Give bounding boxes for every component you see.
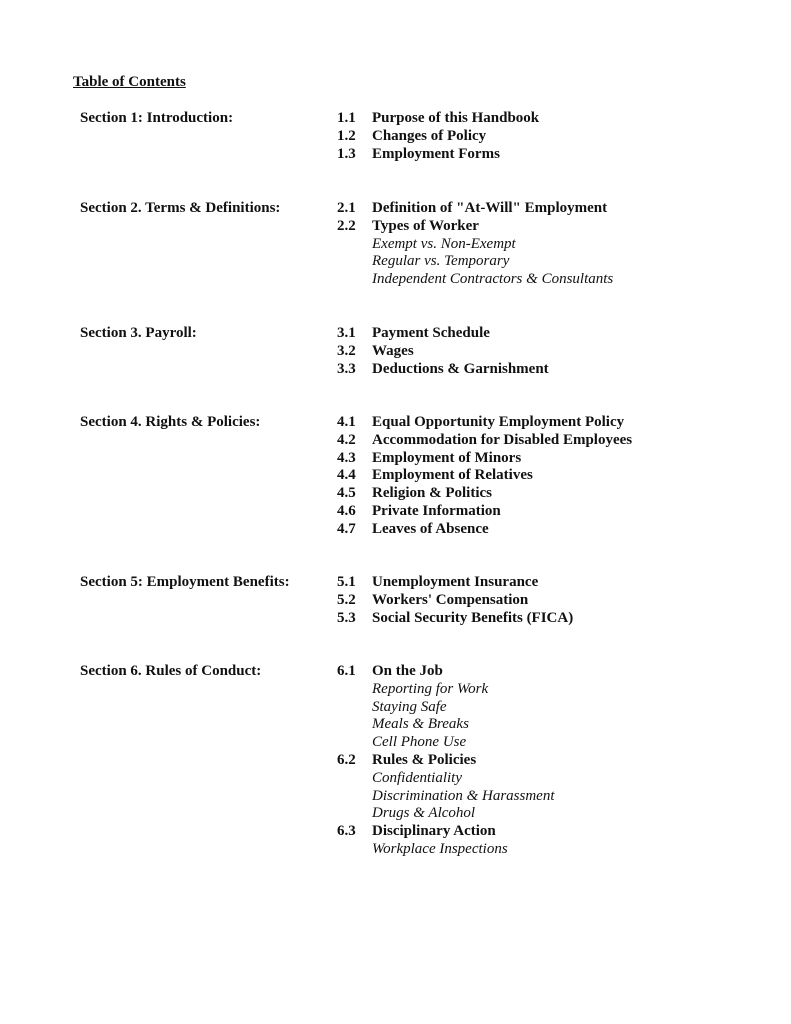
entry-title: Employment of Minors xyxy=(372,449,522,466)
entry-number: 4.2 xyxy=(337,431,356,448)
toc-entry xyxy=(337,591,737,609)
section-label: Section 6. Rules of Conduct: xyxy=(80,663,262,679)
section-entries xyxy=(337,573,737,626)
section-label: Section 1: Introduction: xyxy=(80,110,234,126)
entry-title: Workers' Compensation xyxy=(372,591,529,608)
entry-number: 1.2 xyxy=(337,127,356,144)
entry-title: Leaves of Absence xyxy=(372,520,489,537)
entry-number: 3.2 xyxy=(337,342,356,359)
toc-subentry xyxy=(337,715,737,733)
toc-subentry xyxy=(337,698,737,716)
toc-subentry xyxy=(337,804,737,822)
entry-title: Unemployment Insurance xyxy=(372,574,539,590)
entry-number: 6.2 xyxy=(337,751,356,768)
subentry-title: Independent Contractors & Consultants xyxy=(372,271,614,288)
entry-number: 4.4 xyxy=(337,467,356,484)
toc-entry xyxy=(337,413,737,431)
toc-entry xyxy=(337,662,737,680)
toc-entry xyxy=(337,360,737,378)
entry-number: 3.3 xyxy=(337,360,356,377)
section-label: Section 5: Employment Benefits: xyxy=(80,574,290,590)
toc-subentry xyxy=(337,769,737,787)
entry-number: 4.3 xyxy=(337,449,356,466)
toc-entry xyxy=(337,822,737,840)
section-entries xyxy=(337,324,737,377)
toc-entry xyxy=(337,573,737,591)
subentry-title: Discrimination & Harassment xyxy=(372,787,555,804)
toc-subentry xyxy=(337,787,737,805)
entry-number: 1.1 xyxy=(337,110,356,126)
toc-entry xyxy=(337,609,737,627)
section-entries xyxy=(337,199,737,288)
section-entries xyxy=(337,413,737,538)
toc-entry xyxy=(337,127,737,145)
subentry-title: Staying Safe xyxy=(372,698,447,715)
entry-title: On the Job xyxy=(372,663,443,679)
toc-subentry xyxy=(337,235,737,253)
entry-title: Equal Opportunity Employment Policy xyxy=(372,414,625,430)
toc-entry xyxy=(337,502,737,520)
toc-subentry xyxy=(337,270,737,288)
subentry-title: Confidentiality xyxy=(372,769,462,786)
entry-number: 4.1 xyxy=(337,414,356,430)
section-entries xyxy=(337,662,737,858)
entry-number: 2.2 xyxy=(337,217,356,234)
entry-title: Employment of Relatives xyxy=(372,467,533,484)
entry-title: Disciplinary Action xyxy=(372,823,496,840)
entry-title: Definition of "At-Will" Employment xyxy=(372,200,608,216)
toc-subentry xyxy=(337,733,737,751)
subentry-title: Workplace Inspections xyxy=(372,840,508,857)
entry-number: 4.7 xyxy=(337,520,356,537)
entry-number: 6.1 xyxy=(337,663,356,679)
entry-title: Private Information xyxy=(372,502,501,519)
entry-number: 3.1 xyxy=(337,325,356,341)
toc-subentry xyxy=(337,680,737,698)
entry-title: Deductions & Garnishment xyxy=(372,360,549,377)
entry-number: 5.3 xyxy=(337,609,356,626)
entry-number: 1.3 xyxy=(337,145,356,162)
subentry-title: Meals & Breaks xyxy=(372,716,469,733)
subentry-title: Cell Phone Use xyxy=(372,734,467,751)
entry-number: 4.6 xyxy=(337,502,356,519)
subentry-title: Regular vs. Temporary xyxy=(372,253,510,270)
toc-entry xyxy=(337,466,737,484)
section-entries xyxy=(337,109,737,162)
toc-entry xyxy=(337,109,737,127)
toc-entry xyxy=(337,324,737,342)
toc-entry xyxy=(337,751,737,769)
entry-title: Changes of Policy xyxy=(372,127,487,144)
toc-subentry xyxy=(337,252,737,270)
entry-title: Purpose of this Handbook xyxy=(372,110,540,126)
entry-title: Accommodation for Disabled Employees xyxy=(372,431,633,448)
section-label: Section 2. Terms & Definitions: xyxy=(80,200,281,216)
toc-subentry xyxy=(337,840,737,858)
entry-title: Wages xyxy=(372,342,414,359)
toc-entry xyxy=(337,342,737,360)
entry-number: 5.1 xyxy=(337,574,356,590)
entry-number: 2.1 xyxy=(337,200,356,216)
subentry-title: Exempt vs. Non-Exempt xyxy=(372,235,516,252)
subentry-title: Drugs & Alcohol xyxy=(372,805,476,822)
entry-title: Types of Worker xyxy=(372,217,479,234)
subentry-title: Reporting for Work xyxy=(372,680,489,697)
entry-title: Payment Schedule xyxy=(372,325,490,341)
entry-title: Rules & Policies xyxy=(372,751,477,768)
section-label: Section 3. Payroll: xyxy=(80,325,197,341)
entry-title: Employment Forms xyxy=(372,145,500,162)
section-label: Section 4. Rights & Policies: xyxy=(80,414,261,430)
entry-number: 5.2 xyxy=(337,591,356,608)
toc-entry xyxy=(337,145,737,163)
entry-number: 4.5 xyxy=(337,485,356,502)
toc-entry xyxy=(337,199,737,217)
toc-entry xyxy=(337,449,737,467)
entry-title: Social Security Benefits (FICA) xyxy=(372,609,574,626)
toc-entry xyxy=(337,217,737,235)
entry-title: Religion & Politics xyxy=(372,485,492,502)
toc-entry xyxy=(337,431,737,449)
toc-entry xyxy=(337,520,737,538)
entry-number: 6.3 xyxy=(337,823,356,840)
toc-entry xyxy=(337,484,737,502)
toc-title: Table of Contents xyxy=(73,74,186,90)
